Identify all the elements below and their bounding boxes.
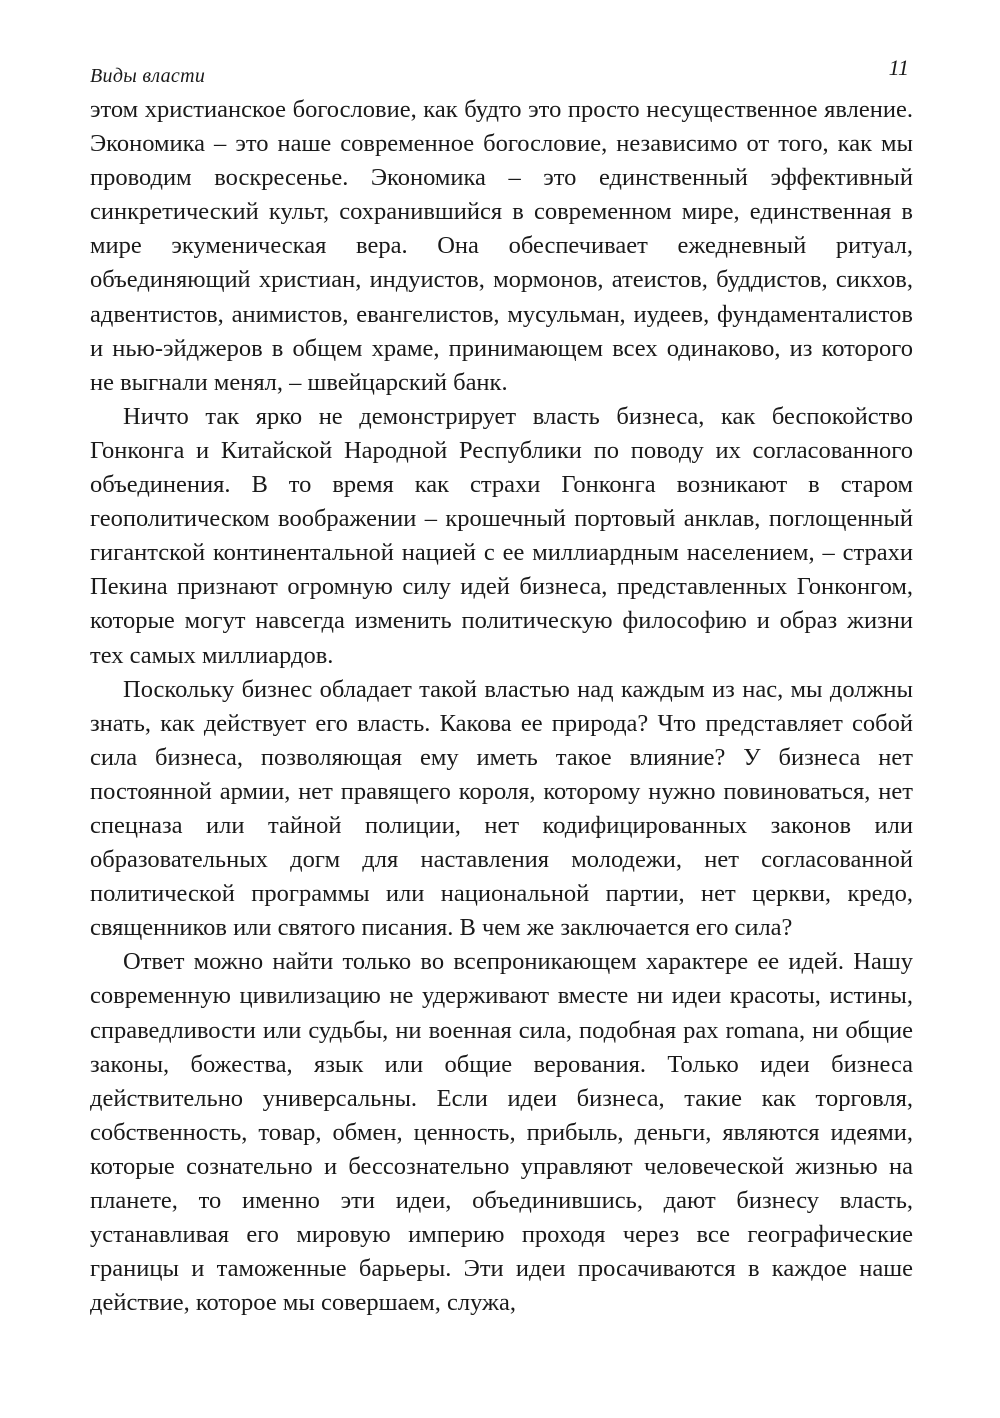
paragraph: этом христианское богословие, как будто это просто несущественное явление. Экономика – это наше современное богословие, независимо от того, как мы проводим воскресенье. Экономика – это единственный эффективный синкретический культ, сохранившийся в современном мире, единственная в мире экуменическая вера. Она обеспечивает ежедневный ритуал, объединяющий христиан, индуистов, мормонов, атеистов, буддистов, сикхов, адвентистов, анимистов, евангелистов, мусульман, иудеев, фундаменталистов и нью-эйджеров в общем храме, принимающем всех одинаково, из которого не выгнали менял, – швейцарский банк. [90,96,913,396]
paragraph: Поскольку бизнес обладает такой властью над каждым из нас, мы должны знать, как действует его власть. Какова ее природа? Что представляет собой сила бизнеса, позволяющая ему иметь такое влияние? У бизнеса нет постоянной армии, нет правящего короля, которому нужно повиноваться, нет спецназа или тайной полиции, нет кодифицированных законов или образовательных догм для наставления молодежи, нет согласованной политической программы или национальной партии, нет церкви, кредо, священников или святого писания. В чем же заключается его сила? [90,675,913,942]
page-number: 11 [888,55,909,80]
paragraph: Ответ можно найти только во всепроникающем характере ее идей. Нашу современную цивилизацию не удерживают вместе ни идеи красоты, истины, справедливости или судьбы, ни военная сила, подобная pax romana, ни общие законы, божества, язык или общие верования. Только идеи бизнеса действительно универсальны. Если идеи бизнеса, такие как торговля, собственность, товар, обмен, ценность, прибыль, деньги, являются идеями, которые сознательно и бессознательно управляют человеческой жизнью на планете, то именно эти идеи, объединившись, дают бизнесу власть, устанавливая его мировую империю проходя через все географические границы и таможенные барьеры. Эти идеи просачиваются в каждое наше действие, которое мы совершаем, служа, [90,948,913,1317]
running-title: Виды власти [90,65,206,87]
body-text [90,93,913,1320]
page-header [90,55,913,89]
paragraph: Ничто так ярко не демонстрирует власть бизнеса, как беспокойство Гонконга и Китайской Народной Республики по поводу их согласованного объединения. В то время как страхи Гонконга возникают в старом геополитическом воображении – крошечный портовый анклав, поглощенный гигантской континентальной нацией с ее миллиардным населением, – страхи Пекина признают огромную силу идей бизнеса, представленных Гонконгом, которые могут навсегда изменить политическую философию и образ жизни тех самых миллиардов. [90,402,913,669]
